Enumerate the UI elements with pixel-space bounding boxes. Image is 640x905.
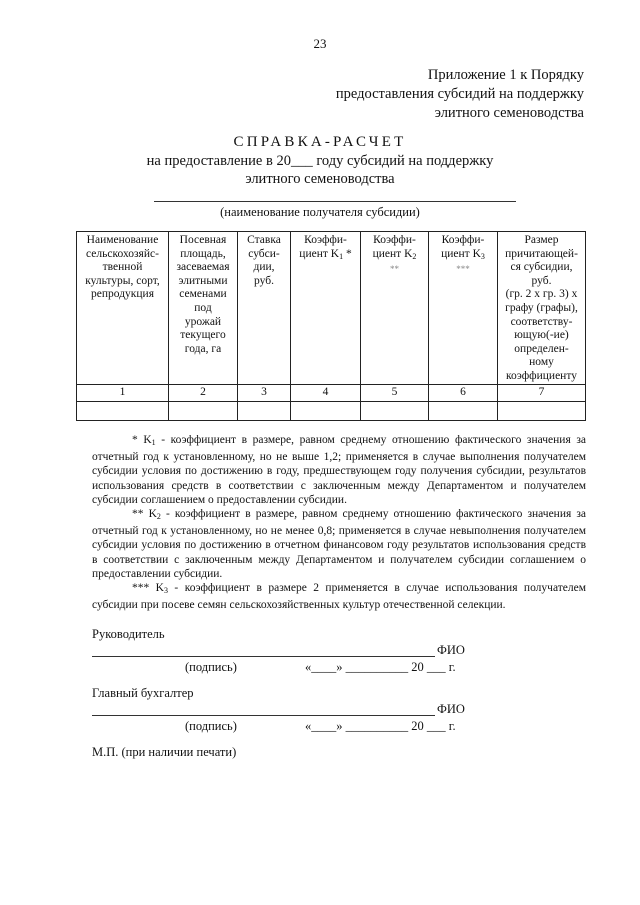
- column-number: 6: [429, 385, 498, 402]
- document-subtitle: [0, 152, 640, 188]
- recipient-name-field[interactable]: [154, 201, 516, 202]
- document-title: СПРАВКА-РАСЧЕТ: [233, 134, 407, 150]
- column-number: 1: [77, 385, 169, 402]
- header-coefficient-k1: Коэффи- циент $K_1$ *: [291, 232, 361, 385]
- header-crop-name: Наименование сельскохозяйс- твенной культуры, сорт, репродукция: [77, 232, 169, 385]
- appendix-reference: [336, 66, 584, 123]
- table-header-row: [77, 232, 586, 385]
- signature-role-chief-accountant: Главный бухгалтер: [92, 686, 194, 700]
- table-cell[interactable]: [238, 402, 291, 421]
- appendix-line-2: предоставления субсидий на поддержку: [335, 86, 584, 102]
- table-cell[interactable]: [77, 402, 169, 421]
- column-number: 7: [498, 385, 586, 402]
- director-signature-field[interactable]: [92, 656, 435, 657]
- table-cell[interactable]: [361, 402, 429, 421]
- header-coefficient-k2: Коэффи- циент $K_2$ **: [361, 232, 429, 385]
- table-cell[interactable]: [291, 402, 361, 421]
- header-coefficient-k3: Коэффи- циент $K_3$ ***: [429, 232, 498, 385]
- director-signature-caption: (подпись): [185, 660, 237, 674]
- footnote-k2: ** $K_2$ - коэффициент в размере, равном среднему отношению фактического значения за отчетный год к установленному, но не менее 0,8; применяется в случае невыполнения получателем субсидии условия по достижению в отчетном финансовом году результатов использования средств в соответствии с заключенным между Департаментом и получателем субсидии соглашением о предоставлении субсидии.: [92, 508, 586, 580]
- table-cell[interactable]: [169, 402, 238, 421]
- column-number: 4: [291, 385, 361, 402]
- director-fio: ФИО: [437, 643, 465, 657]
- chief-accountant-date-field[interactable]: «____» __________ 20 ___ г.: [305, 719, 456, 733]
- chief-accountant-signature-field[interactable]: [92, 715, 435, 716]
- calculation-table: [76, 231, 586, 421]
- footnotes: [92, 433, 586, 612]
- column-numbers-row: [77, 385, 586, 402]
- header-sown-area: Посевная площадь, засеваемая элитными семенами под урожай текущего года, га: [169, 232, 238, 385]
- stamp-placeholder: М.П. (при наличии печати): [92, 745, 237, 759]
- signature-role-director: Руководитель: [92, 627, 165, 641]
- header-subsidy-amount: Размер причитающей- ся субсидии, руб. (гр. 2 x гр. 3) x графу (графы), соответству- ющую(-ие) определен- ному коэффициенту: [498, 232, 586, 385]
- header-subsidy-rate: Ставка субси- дии, руб.: [238, 232, 291, 385]
- director-date-field[interactable]: «____» __________ 20 ___ г.: [305, 660, 456, 674]
- recipient-caption: (наименование получателя субсидии): [220, 205, 420, 219]
- column-number: 2: [169, 385, 238, 402]
- table-cell[interactable]: [498, 402, 586, 421]
- subtitle-line-1: на предоставление в 20___ году субсидий на поддержку: [146, 153, 494, 169]
- column-number: 3: [238, 385, 291, 402]
- chief-accountant-signature-caption: (подпись): [185, 719, 237, 733]
- page-number: 23: [313, 36, 327, 51]
- footnote-k1: * $K_1$ - коэффициент в размере, равном среднему отношению фактического значения за отчетный год к установленному, но не выше 1,2; применяется в случае выполнения получателем субсидии условия по достижению в году, предшествующем году получения субсидии, результатов использования средств в соответствии с заключенным между Департаментом и получателем субсидии соглашением о предоставлении субсидии.: [92, 434, 586, 506]
- column-number: 5: [361, 385, 429, 402]
- footnote-k3: *** $K_3$ - коэффициент в размере 2 применяется в случае использования получателем субсидии при посеве семян сельскохозяйственных культур отечественной селекции.: [92, 582, 587, 612]
- table-cell[interactable]: [429, 402, 498, 421]
- table-row: [77, 402, 586, 421]
- appendix-line-1: Приложение 1 к Порядку: [427, 67, 584, 83]
- chief-accountant-fio: ФИО: [437, 702, 465, 716]
- subtitle-line-2: элитного семеноводства: [245, 171, 395, 187]
- appendix-line-3: элитного семеноводства: [434, 105, 584, 121]
